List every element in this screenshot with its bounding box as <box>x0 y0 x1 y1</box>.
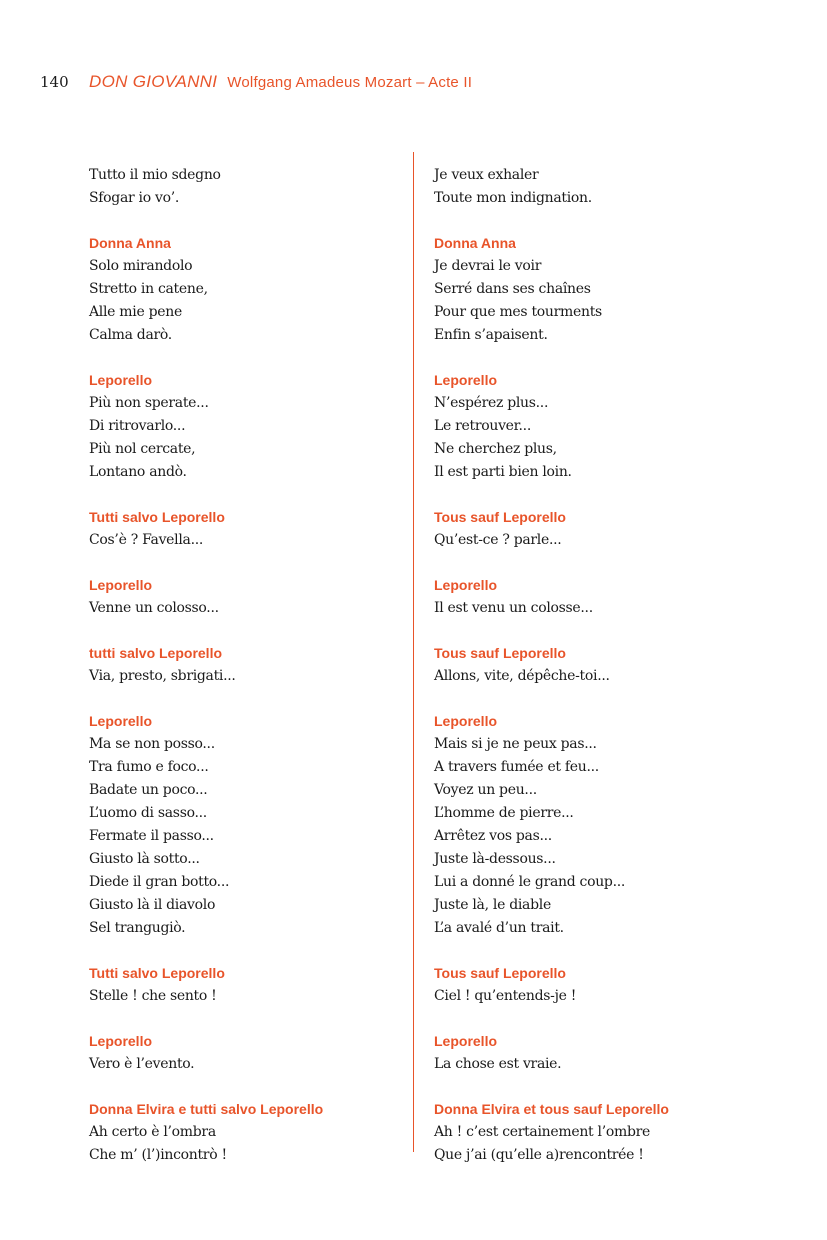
verse-line: Giusto là sotto... <box>89 851 200 867</box>
italian-verse-block <box>89 574 399 620</box>
verse-line: Je veux exhaler <box>434 167 539 183</box>
italian-verse-block <box>89 642 399 688</box>
french-verse-block <box>434 642 814 688</box>
verse-line: Giusto là il diavolo <box>89 897 216 913</box>
verse-line: Que j’ai (qu’elle a)rencontrée ! <box>434 1147 644 1163</box>
verse-line: A travers fumée et feu... <box>434 759 599 775</box>
speaker-name: Leporello <box>434 372 498 388</box>
french-verse-block <box>434 710 814 940</box>
french-verse-block <box>434 164 814 210</box>
verse-line: L’homme de pierre... <box>434 805 574 821</box>
speaker-name: tutti salvo Leporello <box>89 645 223 661</box>
verse-line: Sel trangugiò. <box>89 920 186 936</box>
speaker-name: Leporello <box>434 577 498 593</box>
speaker-name: Tutti salvo Leporello <box>89 509 225 525</box>
verse-line: Sfogar io vo’. <box>89 190 180 206</box>
verse-line: Il est venu un colosse... <box>434 600 593 616</box>
verse-line: Ah certo è l’ombra <box>89 1124 216 1140</box>
italian-verse-block <box>89 506 399 552</box>
french-verse-block <box>434 1098 814 1167</box>
french-verse-block <box>434 369 814 484</box>
french-verse-block <box>434 962 814 1008</box>
verse-line: Tutto il mio sdegno <box>89 167 221 183</box>
verse-line: Juste là-dessous... <box>434 851 556 867</box>
verse-line: Ma se non posso... <box>89 736 215 752</box>
column-divider <box>413 152 414 1152</box>
verse-line: Ciel ! qu’entends-je ! <box>434 988 577 1004</box>
verse-line: Il est parti bien loin. <box>434 464 572 480</box>
verse-line: Voyez un peu... <box>434 782 537 798</box>
french-column <box>434 164 814 1189</box>
verse-line: Toute mon indignation. <box>434 190 592 206</box>
verse-line: Alle mie pene <box>89 304 182 320</box>
speaker-name: Donna Anna <box>89 235 171 251</box>
italian-verse-block <box>89 369 399 484</box>
speaker-name: Tous sauf Leporello <box>434 965 566 981</box>
verse-line: L’a avalé d’un trait. <box>434 920 564 936</box>
verse-line: Più nol cercate, <box>89 441 196 457</box>
page-number: 140 <box>40 73 69 91</box>
italian-verse-block <box>89 962 399 1008</box>
french-verse-block <box>434 232 814 347</box>
verse-line: Arrêtez vos pas... <box>434 828 552 844</box>
verse-line: Fermate il passo... <box>89 828 214 844</box>
speaker-name: Tous sauf Leporello <box>434 645 566 661</box>
verse-line: La chose est vraie. <box>434 1056 562 1072</box>
verse-line: Venne un colosso... <box>89 600 219 616</box>
verse-line: Juste là, le diable <box>434 897 551 913</box>
verse-line: Solo mirandolo <box>89 258 193 274</box>
speaker-name: Donna Anna <box>434 235 516 251</box>
verse-line: Tra fumo e foco... <box>89 759 209 775</box>
verse-line: Badate un poco... <box>89 782 208 798</box>
verse-line: Mais si je ne peux pas... <box>434 736 597 752</box>
italian-verse-block <box>89 164 399 210</box>
verse-line: Je devrai le voir <box>434 258 542 274</box>
italian-column <box>89 164 399 1189</box>
work-title: DON GIOVANNI <box>89 72 218 91</box>
italian-verse-block <box>89 232 399 347</box>
speaker-name: Leporello <box>89 713 153 729</box>
verse-line: Qu’est-ce ? parle... <box>434 532 562 548</box>
italian-verse-block <box>89 1030 399 1076</box>
verse-line: Diede il gran botto... <box>89 874 230 890</box>
speaker-name: Donna Elvira et tous sauf Leporello <box>434 1101 669 1117</box>
verse-line: Stretto in catene, <box>89 281 208 297</box>
verse-line: Lontano andò. <box>89 464 187 480</box>
verse-line: Via, presto, sbrigati... <box>89 668 236 684</box>
french-verse-block <box>434 506 814 552</box>
speaker-name: Leporello <box>434 713 498 729</box>
work-subtitle: Wolfgang Amadeus Mozart – Acte II <box>227 74 473 91</box>
verse-line: Calma darò. <box>89 327 172 343</box>
speaker-name: Donna Elvira e tutti salvo Leporello <box>89 1101 324 1117</box>
speaker-name: Leporello <box>89 372 153 388</box>
verse-line: Allons, vite, dépêche-toi... <box>434 668 610 684</box>
verse-line: Cos’è ? Favella... <box>89 532 204 548</box>
verse-line: Vero è l’evento. <box>89 1056 195 1072</box>
verse-line: Di ritrovarlo... <box>89 418 186 434</box>
page-header <box>40 72 472 94</box>
speaker-name: Leporello <box>89 1033 153 1049</box>
verse-line: Lui a donné le grand coup... <box>434 874 626 890</box>
verse-line: Ah ! c’est certainement l’ombre <box>434 1124 650 1140</box>
verse-line: L’uomo di sasso... <box>89 805 207 821</box>
verse-line: Serré dans ses chaînes <box>434 281 591 297</box>
italian-verse-block <box>89 710 399 940</box>
verse-line: Ne cherchez plus, <box>434 441 557 457</box>
verse-line: Pour que mes tourments <box>434 304 602 320</box>
verse-line: Stelle ! che sento ! <box>89 988 217 1004</box>
verse-line: Più non sperate... <box>89 395 209 411</box>
speaker-name: Tutti salvo Leporello <box>89 965 225 981</box>
french-verse-block <box>434 574 814 620</box>
italian-verse-block <box>89 1098 399 1167</box>
speaker-name: Leporello <box>434 1033 498 1049</box>
verse-line: Le retrouver... <box>434 418 531 434</box>
verse-line: Che m’ (l’)incontrò ! <box>89 1147 227 1163</box>
verse-line: Enfin s’apaisent. <box>434 327 548 343</box>
french-verse-block <box>434 1030 814 1076</box>
verse-line: N’espérez plus... <box>434 395 549 411</box>
speaker-name: Leporello <box>89 577 153 593</box>
speaker-name: Tous sauf Leporello <box>434 509 566 525</box>
